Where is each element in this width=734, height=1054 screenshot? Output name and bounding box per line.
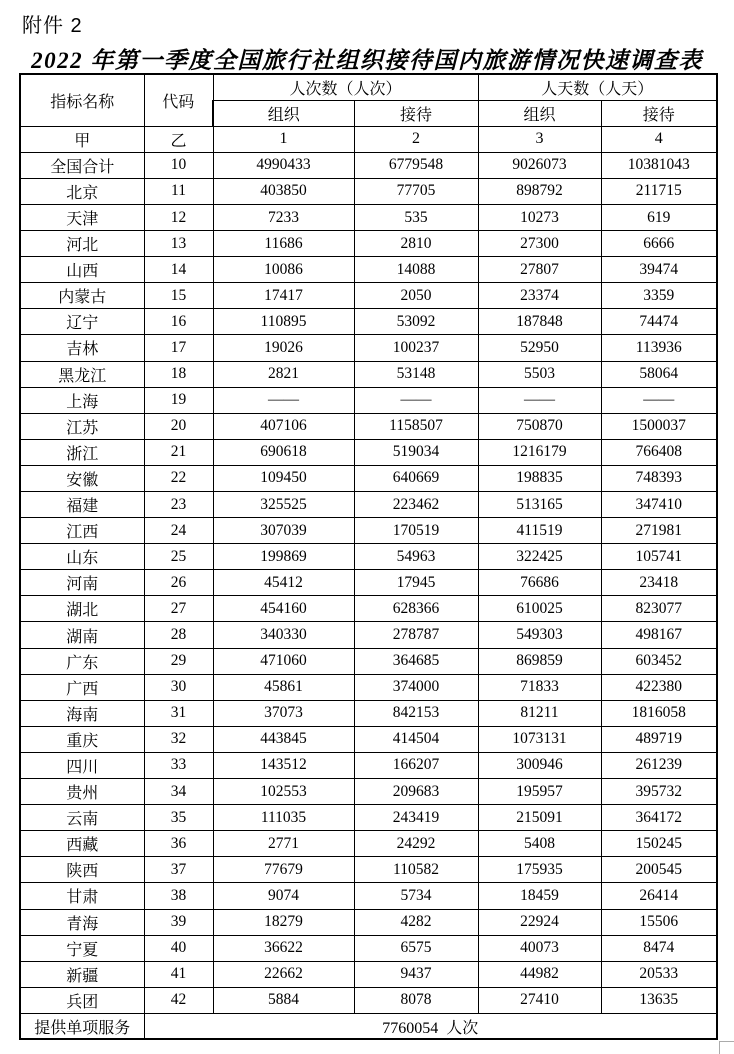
value-cell: 8078 <box>354 987 478 1013</box>
value-cell: 166207 <box>354 752 478 778</box>
region-name-cell: 河北 <box>20 231 144 257</box>
value-cell: 271981 <box>601 518 717 544</box>
table-row <box>20 231 717 257</box>
value-cell: 53092 <box>354 309 478 335</box>
value-cell: 37073 <box>213 700 354 726</box>
value-cell: 209683 <box>354 779 478 805</box>
value-cell: 53148 <box>354 361 478 387</box>
value-cell: 45412 <box>213 570 354 596</box>
value-cell: 519034 <box>354 439 478 465</box>
table-row <box>20 309 717 335</box>
value-cell: 74474 <box>601 309 717 335</box>
value-cell: 619 <box>601 204 717 230</box>
region-name-cell: 内蒙古 <box>20 283 144 309</box>
value-cell: 4282 <box>354 909 478 935</box>
code-cell: 36 <box>144 831 213 857</box>
value-cell: 278787 <box>354 622 478 648</box>
header-received-times: 接待 <box>354 100 478 126</box>
table-row <box>20 283 717 309</box>
table-row <box>20 257 717 283</box>
region-name-cell: 青海 <box>20 909 144 935</box>
value-cell: 9437 <box>354 961 478 987</box>
value-cell: 325525 <box>213 492 354 518</box>
region-name-cell: 山东 <box>20 544 144 570</box>
value-cell: 347410 <box>601 492 717 518</box>
value-cell: 1500037 <box>601 413 717 439</box>
value-cell: 443845 <box>213 726 354 752</box>
header-person-days-group: 人天数（人天） <box>478 74 717 100</box>
value-cell: 9026073 <box>478 152 601 178</box>
code-cell: 23 <box>144 492 213 518</box>
value-cell: 27807 <box>478 257 601 283</box>
code-cell: 11 <box>144 178 213 204</box>
value-cell: 471060 <box>213 648 354 674</box>
region-name-cell: 陕西 <box>20 857 144 883</box>
value-cell: 414504 <box>354 726 478 752</box>
value-cell: 54963 <box>354 544 478 570</box>
region-name-cell: 湖北 <box>20 596 144 622</box>
table-row <box>20 570 717 596</box>
header-code: 代码 <box>144 74 213 126</box>
value-cell: 395732 <box>601 779 717 805</box>
value-cell: 211715 <box>601 178 717 204</box>
footer-value: 7760054 人次 <box>144 1013 717 1039</box>
value-cell: 26414 <box>601 883 717 909</box>
table-row <box>20 152 717 178</box>
region-name-cell: 四川 <box>20 752 144 778</box>
value-cell: 14088 <box>354 257 478 283</box>
value-cell: 40073 <box>478 935 601 961</box>
value-cell: 27410 <box>478 987 601 1013</box>
value-cell: 76686 <box>478 570 601 596</box>
key-cell: 2 <box>354 126 478 152</box>
value-cell: 513165 <box>478 492 601 518</box>
value-cell: 11686 <box>213 231 354 257</box>
value-cell: 407106 <box>213 413 354 439</box>
value-cell: 113936 <box>601 335 717 361</box>
next-page-corner <box>719 1041 734 1054</box>
table-row <box>20 492 717 518</box>
value-cell: 1073131 <box>478 726 601 752</box>
value-cell: 15506 <box>601 909 717 935</box>
value-cell: 364172 <box>601 805 717 831</box>
value-cell: 766408 <box>601 439 717 465</box>
value-cell: 261239 <box>601 752 717 778</box>
table-row <box>20 178 717 204</box>
value-cell: 58064 <box>601 361 717 387</box>
table-body <box>20 152 717 1013</box>
value-cell: 77705 <box>354 178 478 204</box>
value-cell: 223462 <box>354 492 478 518</box>
key-cell: 甲 <box>20 126 144 152</box>
code-cell: 31 <box>144 700 213 726</box>
attachment-label: 附件 2 <box>22 15 83 37</box>
value-cell: 5734 <box>354 883 478 909</box>
value-cell: 454160 <box>213 596 354 622</box>
value-cell: 199869 <box>213 544 354 570</box>
value-cell: 489719 <box>601 726 717 752</box>
value-cell: 143512 <box>213 752 354 778</box>
table-row <box>20 361 717 387</box>
table-row <box>20 465 717 491</box>
header-organized-days: 组织 <box>478 100 601 126</box>
table-row <box>20 413 717 439</box>
value-cell: 2810 <box>354 231 478 257</box>
region-name-cell: 全国合计 <box>20 152 144 178</box>
code-cell: 37 <box>144 857 213 883</box>
header-row-keys <box>20 126 717 152</box>
table-header <box>20 74 717 152</box>
table-row <box>20 752 717 778</box>
value-cell: 22662 <box>213 961 354 987</box>
region-name-cell: 上海 <box>20 387 144 413</box>
region-name-cell: 浙江 <box>20 439 144 465</box>
region-name-cell: 广东 <box>20 648 144 674</box>
value-cell: 748393 <box>601 465 717 491</box>
value-cell: —— <box>354 387 478 413</box>
value-cell: 823077 <box>601 596 717 622</box>
value-cell: 403850 <box>213 178 354 204</box>
value-cell: 77679 <box>213 857 354 883</box>
region-name-cell: 吉林 <box>20 335 144 361</box>
value-cell: 322425 <box>478 544 601 570</box>
value-cell: 307039 <box>213 518 354 544</box>
table-row <box>20 544 717 570</box>
code-cell: 14 <box>144 257 213 283</box>
table-row <box>20 935 717 961</box>
header-row-groups <box>20 74 717 100</box>
code-cell: 28 <box>144 622 213 648</box>
value-cell: 3359 <box>601 283 717 309</box>
value-cell: 1158507 <box>354 413 478 439</box>
code-cell: 42 <box>144 987 213 1013</box>
value-cell: 36622 <box>213 935 354 961</box>
region-name-cell: 湖南 <box>20 622 144 648</box>
value-cell: 640669 <box>354 465 478 491</box>
header-organized-times: 组织 <box>213 100 354 126</box>
value-cell: 6779548 <box>354 152 478 178</box>
code-cell: 20 <box>144 413 213 439</box>
value-cell: 105741 <box>601 544 717 570</box>
value-cell: 81211 <box>478 700 601 726</box>
key-cell: 3 <box>478 126 601 152</box>
value-cell: 869859 <box>478 648 601 674</box>
value-cell: 200545 <box>601 857 717 883</box>
value-cell: 18279 <box>213 909 354 935</box>
region-name-cell: 北京 <box>20 178 144 204</box>
footer-label: 提供单项服务 <box>20 1013 144 1039</box>
code-cell: 29 <box>144 648 213 674</box>
table-row <box>20 805 717 831</box>
region-name-cell: 新疆 <box>20 961 144 987</box>
code-cell: 30 <box>144 674 213 700</box>
value-cell: 13635 <box>601 987 717 1013</box>
value-cell: 198835 <box>478 465 601 491</box>
code-cell: 33 <box>144 752 213 778</box>
value-cell: 603452 <box>601 648 717 674</box>
value-cell: 195957 <box>478 779 601 805</box>
footer-row <box>20 1013 717 1039</box>
code-cell: 22 <box>144 465 213 491</box>
region-name-cell: 西藏 <box>20 831 144 857</box>
value-cell: 22924 <box>478 909 601 935</box>
value-cell: —— <box>478 387 601 413</box>
value-cell: 27300 <box>478 231 601 257</box>
value-cell: 10381043 <box>601 152 717 178</box>
value-cell: 17417 <box>213 283 354 309</box>
code-cell: 40 <box>144 935 213 961</box>
table-row <box>20 387 717 413</box>
code-cell: 16 <box>144 309 213 335</box>
value-cell: 690618 <box>213 439 354 465</box>
value-cell: 6575 <box>354 935 478 961</box>
table-footer <box>20 1013 717 1039</box>
table-row <box>20 335 717 361</box>
survey-table <box>19 73 718 1040</box>
value-cell: 23418 <box>601 570 717 596</box>
code-cell: 25 <box>144 544 213 570</box>
header-received-days: 接待 <box>601 100 717 126</box>
value-cell: 24292 <box>354 831 478 857</box>
table-row <box>20 883 717 909</box>
table-row <box>20 857 717 883</box>
value-cell: 17945 <box>354 570 478 596</box>
value-cell: 109450 <box>213 465 354 491</box>
page-title: 2022 年第一季度全国旅行社组织接待国内旅游情况快速调查表 <box>31 48 703 73</box>
region-name-cell: 贵州 <box>20 779 144 805</box>
code-cell: 15 <box>144 283 213 309</box>
value-cell: 411519 <box>478 518 601 544</box>
value-cell: 170519 <box>354 518 478 544</box>
key-cell: 1 <box>213 126 354 152</box>
table-row <box>20 779 717 805</box>
value-cell: 1216179 <box>478 439 601 465</box>
value-cell: 10273 <box>478 204 601 230</box>
value-cell: 2821 <box>213 361 354 387</box>
value-cell: 215091 <box>478 805 601 831</box>
region-name-cell: 甘肃 <box>20 883 144 909</box>
code-cell: 18 <box>144 361 213 387</box>
code-cell: 35 <box>144 805 213 831</box>
code-cell: 32 <box>144 726 213 752</box>
value-cell: 4990433 <box>213 152 354 178</box>
region-name-cell: 江西 <box>20 518 144 544</box>
value-cell: 44982 <box>478 961 601 987</box>
region-name-cell: 黑龙江 <box>20 361 144 387</box>
value-cell: 2771 <box>213 831 354 857</box>
region-name-cell: 海南 <box>20 700 144 726</box>
value-cell: 1816058 <box>601 700 717 726</box>
code-cell: 24 <box>144 518 213 544</box>
value-cell: 7233 <box>213 204 354 230</box>
value-cell: 628366 <box>354 596 478 622</box>
code-cell: 10 <box>144 152 213 178</box>
code-cell: 12 <box>144 204 213 230</box>
code-cell: 17 <box>144 335 213 361</box>
table-row <box>20 961 717 987</box>
value-cell: 20533 <box>601 961 717 987</box>
value-cell: 175935 <box>478 857 601 883</box>
code-cell: 39 <box>144 909 213 935</box>
value-cell: 100237 <box>354 335 478 361</box>
value-cell: 45861 <box>213 674 354 700</box>
value-cell: 18459 <box>478 883 601 909</box>
value-cell: 5884 <box>213 987 354 1013</box>
value-cell: 8474 <box>601 935 717 961</box>
value-cell: 340330 <box>213 622 354 648</box>
value-cell: 374000 <box>354 674 478 700</box>
header-indicator-name: 指标名称 <box>20 74 144 126</box>
table-row <box>20 439 717 465</box>
header-person-times-group: 人次数（人次） <box>213 74 478 100</box>
value-cell: 535 <box>354 204 478 230</box>
region-name-cell: 山西 <box>20 257 144 283</box>
code-cell: 13 <box>144 231 213 257</box>
table-row <box>20 726 717 752</box>
region-name-cell: 天津 <box>20 204 144 230</box>
value-cell: 187848 <box>478 309 601 335</box>
value-cell: 110895 <box>213 309 354 335</box>
table-row <box>20 622 717 648</box>
value-cell: 422380 <box>601 674 717 700</box>
value-cell: 549303 <box>478 622 601 648</box>
value-cell: 243419 <box>354 805 478 831</box>
value-cell: 150245 <box>601 831 717 857</box>
value-cell: 102553 <box>213 779 354 805</box>
table-row <box>20 518 717 544</box>
value-cell: 300946 <box>478 752 601 778</box>
value-cell: 110582 <box>354 857 478 883</box>
value-cell: —— <box>601 387 717 413</box>
table-row <box>20 648 717 674</box>
code-cell: 34 <box>144 779 213 805</box>
value-cell: 5503 <box>478 361 601 387</box>
code-cell: 41 <box>144 961 213 987</box>
table-row <box>20 831 717 857</box>
region-name-cell: 河南 <box>20 570 144 596</box>
value-cell: 750870 <box>478 413 601 439</box>
value-cell: 842153 <box>354 700 478 726</box>
table-row <box>20 987 717 1013</box>
code-cell: 27 <box>144 596 213 622</box>
region-name-cell: 安徽 <box>20 465 144 491</box>
key-cell: 4 <box>601 126 717 152</box>
value-cell: 23374 <box>478 283 601 309</box>
value-cell: 111035 <box>213 805 354 831</box>
region-name-cell: 广西 <box>20 674 144 700</box>
value-cell: 71833 <box>478 674 601 700</box>
region-name-cell: 兵团 <box>20 987 144 1013</box>
region-name-cell: 辽宁 <box>20 309 144 335</box>
value-cell: 6666 <box>601 231 717 257</box>
region-name-cell: 云南 <box>20 805 144 831</box>
table-row <box>20 700 717 726</box>
table-row <box>20 674 717 700</box>
value-cell: 498167 <box>601 622 717 648</box>
value-cell: 610025 <box>478 596 601 622</box>
table-row <box>20 596 717 622</box>
value-cell: 5408 <box>478 831 601 857</box>
region-name-cell: 宁夏 <box>20 935 144 961</box>
table-row <box>20 909 717 935</box>
code-cell: 38 <box>144 883 213 909</box>
key-cell: 乙 <box>144 126 213 152</box>
code-cell: 26 <box>144 570 213 596</box>
table-row <box>20 204 717 230</box>
value-cell: 898792 <box>478 178 601 204</box>
region-name-cell: 重庆 <box>20 726 144 752</box>
value-cell: —— <box>213 387 354 413</box>
value-cell: 19026 <box>213 335 354 361</box>
value-cell: 2050 <box>354 283 478 309</box>
region-name-cell: 福建 <box>20 492 144 518</box>
value-cell: 52950 <box>478 335 601 361</box>
value-cell: 10086 <box>213 257 354 283</box>
value-cell: 9074 <box>213 883 354 909</box>
code-cell: 19 <box>144 387 213 413</box>
code-cell: 21 <box>144 439 213 465</box>
value-cell: 364685 <box>354 648 478 674</box>
region-name-cell: 江苏 <box>20 413 144 439</box>
value-cell: 39474 <box>601 257 717 283</box>
